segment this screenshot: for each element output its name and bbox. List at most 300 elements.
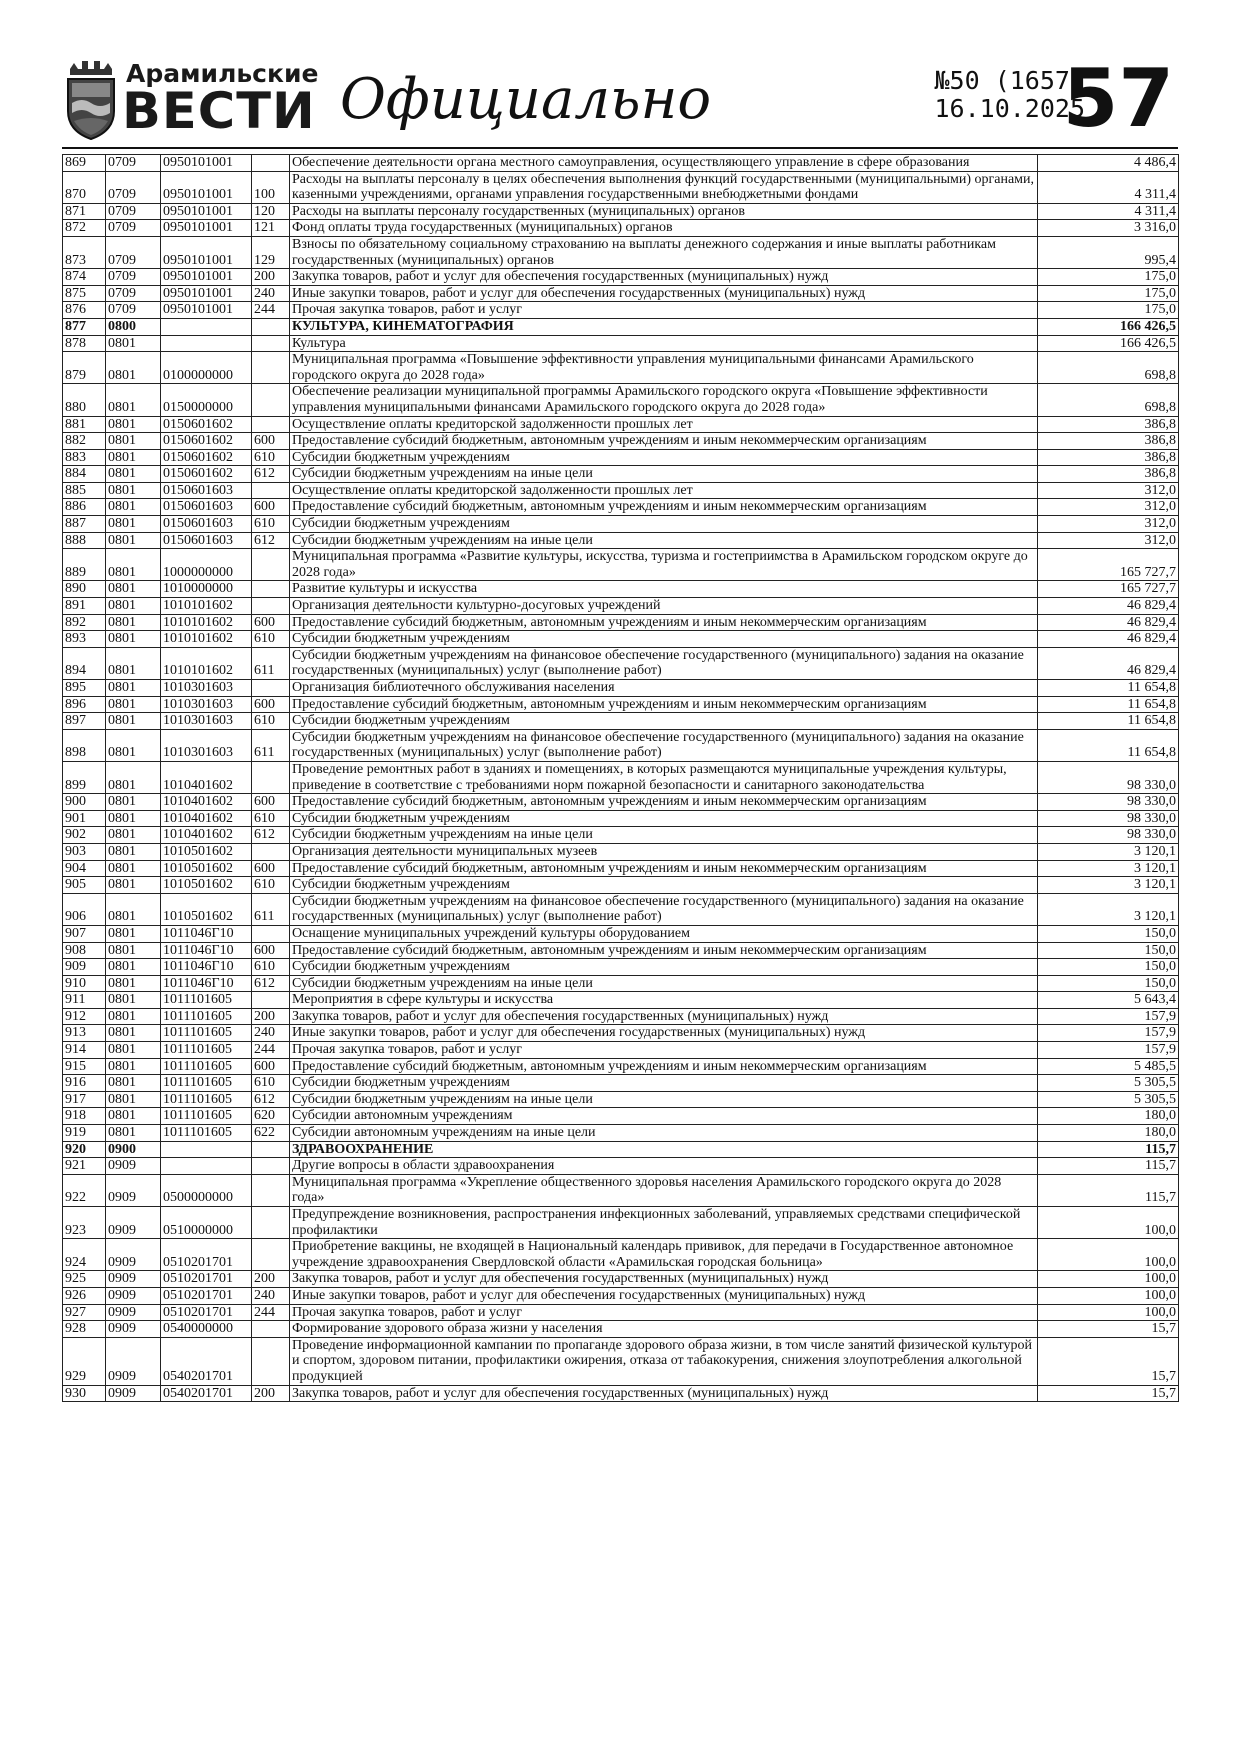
section-code: 0801 (106, 433, 161, 450)
row-number: 929 (63, 1337, 106, 1385)
row-number: 896 (63, 696, 106, 713)
expense-name: Предоставление субсидий бюджетным, автономным учреждениям и иным некоммерческим организациям (290, 614, 1038, 631)
table-row (63, 549, 1179, 581)
target-article-code: 0950101001 (161, 203, 252, 220)
expense-name: Субсидии бюджетным учреждениям (290, 449, 1038, 466)
target-article-code: 1010301603 (161, 680, 252, 697)
budget-table-wrapper (62, 154, 1178, 1402)
expense-name: Организация библиотечного обслуживания населения (290, 680, 1038, 697)
expense-type-code: 240 (252, 1287, 290, 1304)
amount: 150,0 (1038, 975, 1179, 992)
section-code: 0801 (106, 860, 161, 877)
table-row (63, 203, 1179, 220)
target-article-code: 0150000000 (161, 384, 252, 416)
expense-type-code (252, 155, 290, 172)
table-row (63, 1008, 1179, 1025)
expense-name: Субсидии бюджетным учреждениям (290, 810, 1038, 827)
section-code: 0709 (106, 171, 161, 203)
expense-name: Проведение ремонтных работ в зданиях и помещениях, в которых размещаются муниципальные учреждения культуры, приведение в соответствие с требованиями норм пожарной безопасности и санитарного законодательства (290, 761, 1038, 793)
amount: 312,0 (1038, 516, 1179, 533)
target-article-code: 1010501602 (161, 893, 252, 925)
target-article-code (161, 335, 252, 352)
section-code: 0801 (106, 843, 161, 860)
target-article-code: 0510201701 (161, 1271, 252, 1288)
table-row (63, 1271, 1179, 1288)
expense-name: Предоставление субсидий бюджетным, автономным учреждениям и иным некоммерческим организациям (290, 433, 1038, 450)
expense-name: Иные закупки товаров, работ и услуг для обеспечения государственных (муниципальных) нужд (290, 1287, 1038, 1304)
target-article-code (161, 1141, 252, 1158)
expense-type-code (252, 1207, 290, 1239)
section-code: 0801 (106, 794, 161, 811)
target-article-code: 0950101001 (161, 269, 252, 286)
row-number: 928 (63, 1321, 106, 1338)
table-row (63, 352, 1179, 384)
expense-name: Субсидии бюджетным учреждениям на иные цели (290, 532, 1038, 549)
row-number: 886 (63, 499, 106, 516)
row-number: 875 (63, 285, 106, 302)
row-number: 895 (63, 680, 106, 697)
table-row (63, 1141, 1179, 1158)
section-code: 0801 (106, 1091, 161, 1108)
section-code: 0801 (106, 959, 161, 976)
expense-name: КУЛЬТУРА, КИНЕМАТОГРАФИЯ (290, 318, 1038, 335)
issue-date: 16.10.2025 (934, 94, 1085, 123)
expense-type-code: 200 (252, 1008, 290, 1025)
row-number: 927 (63, 1304, 106, 1321)
amount: 98 330,0 (1038, 827, 1179, 844)
expense-type-code: 244 (252, 1042, 290, 1059)
section-code: 0801 (106, 761, 161, 793)
amount: 15,7 (1038, 1337, 1179, 1385)
section-code: 0801 (106, 1125, 161, 1142)
row-number: 919 (63, 1125, 106, 1142)
brand-main: ВЕСТИ (122, 82, 316, 140)
table-row (63, 1042, 1179, 1059)
amount: 386,8 (1038, 449, 1179, 466)
expense-type-code (252, 1337, 290, 1385)
expense-type-code (252, 925, 290, 942)
expense-type-code (252, 1158, 290, 1175)
table-row (63, 302, 1179, 319)
target-article-code: 1011101605 (161, 1025, 252, 1042)
target-article-code: 0500000000 (161, 1174, 252, 1206)
table-row (63, 516, 1179, 533)
row-number: 897 (63, 713, 106, 730)
section-code: 0801 (106, 877, 161, 894)
amount: 180,0 (1038, 1125, 1179, 1142)
target-article-code: 1011101605 (161, 1091, 252, 1108)
section-code: 0909 (106, 1385, 161, 1402)
row-number: 915 (63, 1058, 106, 1075)
row-number: 884 (63, 466, 106, 483)
masthead (60, 52, 1180, 150)
expense-type-code: 600 (252, 794, 290, 811)
amount: 15,7 (1038, 1321, 1179, 1338)
target-article-code: 0950101001 (161, 155, 252, 172)
expense-type-code: 240 (252, 1025, 290, 1042)
page-number: 57 (1062, 52, 1174, 145)
section-code: 0709 (106, 220, 161, 237)
amount: 115,7 (1038, 1141, 1179, 1158)
amount: 698,8 (1038, 352, 1179, 384)
section-code: 0909 (106, 1304, 161, 1321)
section-code: 0801 (106, 581, 161, 598)
expense-type-code: 600 (252, 614, 290, 631)
amount: 100,0 (1038, 1207, 1179, 1239)
section-code: 0801 (106, 713, 161, 730)
amount: 165 727,7 (1038, 549, 1179, 581)
section-code: 0900 (106, 1141, 161, 1158)
amount: 4 311,4 (1038, 203, 1179, 220)
target-article-code: 1011101605 (161, 1058, 252, 1075)
expense-name: Иные закупки товаров, работ и услуг для обеспечения государственных (муниципальных) нужд (290, 1025, 1038, 1042)
expense-type-code: 600 (252, 499, 290, 516)
table-row (63, 285, 1179, 302)
expense-type-code: 244 (252, 1304, 290, 1321)
table-row (63, 893, 1179, 925)
table-row (63, 925, 1179, 942)
amount: 150,0 (1038, 942, 1179, 959)
section-code: 0709 (106, 236, 161, 268)
expense-name: Прочая закупка товаров, работ и услуг (290, 302, 1038, 319)
expense-name: Прочая закупка товаров, работ и услуг (290, 1042, 1038, 1059)
expense-type-code: 610 (252, 959, 290, 976)
table-row (63, 942, 1179, 959)
amount: 157,9 (1038, 1042, 1179, 1059)
row-number: 923 (63, 1207, 106, 1239)
expense-name: Муниципальная программа «Укрепление общественного здоровья населения Арамильского городского округа до 2028 года» (290, 1174, 1038, 1206)
row-number: 901 (63, 810, 106, 827)
table-row (63, 1321, 1179, 1338)
table-row (63, 1075, 1179, 1092)
target-article-code: 0540201701 (161, 1337, 252, 1385)
expense-type-code: 610 (252, 516, 290, 533)
row-number: 924 (63, 1239, 106, 1271)
expense-name: Предоставление субсидий бюджетным, автономным учреждениям и иным некоммерческим организациям (290, 794, 1038, 811)
expense-type-code (252, 992, 290, 1009)
section-code: 0801 (106, 1008, 161, 1025)
amount: 11 654,8 (1038, 680, 1179, 697)
target-article-code: 1011046Г10 (161, 942, 252, 959)
section-code: 0801 (106, 942, 161, 959)
row-number: 894 (63, 647, 106, 679)
table-row (63, 975, 1179, 992)
expense-name: Культура (290, 335, 1038, 352)
row-number: 906 (63, 893, 106, 925)
section-code: 0709 (106, 155, 161, 172)
table-row (63, 631, 1179, 648)
expense-name: Мероприятия в сфере культуры и искусства (290, 992, 1038, 1009)
expense-type-code: 600 (252, 860, 290, 877)
amount: 100,0 (1038, 1287, 1179, 1304)
target-article-code: 1010000000 (161, 581, 252, 598)
table-row (63, 729, 1179, 761)
target-article-code: 0510000000 (161, 1207, 252, 1239)
amount: 100,0 (1038, 1304, 1179, 1321)
expense-name: Прочая закупка товаров, работ и услуг (290, 1304, 1038, 1321)
expense-name: Обеспечение деятельности органа местного самоуправления, осуществляющего управление в сфере образования (290, 155, 1038, 172)
row-number: 916 (63, 1075, 106, 1092)
target-article-code: 0540201701 (161, 1385, 252, 1402)
expense-name: Субсидии бюджетным учреждениям (290, 631, 1038, 648)
table-row (63, 1287, 1179, 1304)
expense-name: Субсидии бюджетным учреждениям на иные цели (290, 827, 1038, 844)
table-row (63, 696, 1179, 713)
section-code: 0801 (106, 1108, 161, 1125)
expense-type-code: 612 (252, 975, 290, 992)
target-article-code: 1010301603 (161, 729, 252, 761)
expense-type-code: 200 (252, 1385, 290, 1402)
expense-name: Закупка товаров, работ и услуг для обеспечения государственных (муниципальных) нужд (290, 269, 1038, 286)
table-row (63, 1025, 1179, 1042)
section-code: 0801 (106, 893, 161, 925)
amount: 115,7 (1038, 1158, 1179, 1175)
expense-type-code: 610 (252, 810, 290, 827)
expense-type-code: 600 (252, 696, 290, 713)
amount: 386,8 (1038, 433, 1179, 450)
expense-name: Организация деятельности культурно-досуговых учреждений (290, 598, 1038, 615)
target-article-code: 1011101605 (161, 1108, 252, 1125)
amount: 312,0 (1038, 482, 1179, 499)
expense-type-code: 121 (252, 220, 290, 237)
section-code: 0709 (106, 302, 161, 319)
brand-top: Арамильские (126, 59, 319, 88)
table-row (63, 171, 1179, 203)
expense-type-code (252, 1141, 290, 1158)
expense-name: Субсидии бюджетным учреждениям (290, 1075, 1038, 1092)
expense-name: Взносы по обязательному социальному страхованию на выплаты денежного содержания и иные выплаты работникам государственных (муниципальных) органов (290, 236, 1038, 268)
row-number: 870 (63, 171, 106, 203)
amount: 175,0 (1038, 285, 1179, 302)
target-article-code: 0150601602 (161, 416, 252, 433)
table-row (63, 1125, 1179, 1142)
row-number: 913 (63, 1025, 106, 1042)
table-row (63, 713, 1179, 730)
expense-name: Субсидии бюджетным учреждениям (290, 516, 1038, 533)
section-code: 0801 (106, 384, 161, 416)
expense-type-code (252, 1321, 290, 1338)
section-code: 0909 (106, 1337, 161, 1385)
target-article-code: 1011101605 (161, 1008, 252, 1025)
expense-name: Субсидии бюджетным учреждениям на финансовое обеспечение государственного (муниципального) задания на оказание государственных (муниципальных) услуг (выполнение работ) (290, 647, 1038, 679)
expense-name: Закупка товаров, работ и услуг для обеспечения государственных (муниципальных) нужд (290, 1385, 1038, 1402)
amount: 4 311,4 (1038, 171, 1179, 203)
section-code: 0709 (106, 285, 161, 302)
row-number: 912 (63, 1008, 106, 1025)
expense-type-code (252, 680, 290, 697)
target-article-code: 0150601602 (161, 433, 252, 450)
amount: 312,0 (1038, 532, 1179, 549)
section-code: 0909 (106, 1239, 161, 1271)
row-number: 877 (63, 318, 106, 335)
target-article-code: 1010101602 (161, 614, 252, 631)
section-code: 0801 (106, 449, 161, 466)
row-number: 887 (63, 516, 106, 533)
table-row (63, 877, 1179, 894)
target-article-code: 1010101602 (161, 598, 252, 615)
table-row (63, 269, 1179, 286)
row-number: 909 (63, 959, 106, 976)
section-code: 0801 (106, 482, 161, 499)
target-article-code: 1011046Г10 (161, 925, 252, 942)
row-number: 930 (63, 1385, 106, 1402)
amount: 175,0 (1038, 269, 1179, 286)
section-code: 0801 (106, 614, 161, 631)
row-number: 900 (63, 794, 106, 811)
amount: 98 330,0 (1038, 810, 1179, 827)
expense-name: Субсидии бюджетным учреждениям (290, 713, 1038, 730)
row-number: 904 (63, 860, 106, 877)
expense-name: Приобретение вакцины, не входящей в Национальный календарь прививок, для передачи в Государственное автономное учреждение здравоохранения Свердловской области «Арамильская городская больница» (290, 1239, 1038, 1271)
issue-info (860, 67, 1085, 123)
row-number: 914 (63, 1042, 106, 1059)
expense-type-code: 610 (252, 449, 290, 466)
expense-type-code: 612 (252, 532, 290, 549)
target-article-code: 0150601603 (161, 499, 252, 516)
expense-name: Субсидии бюджетным учреждениям на иные цели (290, 975, 1038, 992)
expense-type-code (252, 761, 290, 793)
table-row (63, 1091, 1179, 1108)
section-code: 0801 (106, 925, 161, 942)
amount: 3 120,1 (1038, 893, 1179, 925)
expense-type-code: 100 (252, 171, 290, 203)
table-row (63, 1058, 1179, 1075)
table-row (63, 155, 1179, 172)
section-code: 0801 (106, 1025, 161, 1042)
section-code: 0801 (106, 416, 161, 433)
table-row (63, 810, 1179, 827)
target-article-code: 1010301603 (161, 696, 252, 713)
table-row (63, 236, 1179, 268)
amount: 46 829,4 (1038, 598, 1179, 615)
table-row (63, 680, 1179, 697)
amount: 46 829,4 (1038, 631, 1179, 648)
amount: 3 120,1 (1038, 860, 1179, 877)
row-number: 872 (63, 220, 106, 237)
section-code: 0801 (106, 598, 161, 615)
table-row (63, 416, 1179, 433)
section-code: 0801 (106, 1058, 161, 1075)
expense-name: Муниципальная программа «Развитие культуры, искусства, туризма и гостеприимства в Арамильском городском округе до 2028 года» (290, 549, 1038, 581)
target-article-code: 1010401602 (161, 810, 252, 827)
target-article-code: 1010501602 (161, 877, 252, 894)
header-divider (62, 147, 1178, 149)
target-article-code: 0510201701 (161, 1304, 252, 1321)
target-article-code: 0540000000 (161, 1321, 252, 1338)
amount: 5 305,5 (1038, 1091, 1179, 1108)
amount: 11 654,8 (1038, 713, 1179, 730)
row-number: 869 (63, 155, 106, 172)
table-row (63, 1207, 1179, 1239)
amount: 11 654,8 (1038, 696, 1179, 713)
expense-name: Предоставление субсидий бюджетным, автономным учреждениям и иным некоммерческим организациям (290, 1058, 1038, 1075)
table-row (63, 1158, 1179, 1175)
target-article-code: 1011101605 (161, 1075, 252, 1092)
target-article-code: 1011101605 (161, 992, 252, 1009)
expense-name: ЗДРАВООХРАНЕНИЕ (290, 1141, 1038, 1158)
target-article-code: 1010501602 (161, 860, 252, 877)
section-code: 0909 (106, 1174, 161, 1206)
row-number: 873 (63, 236, 106, 268)
expense-type-code: 610 (252, 631, 290, 648)
section-code: 0801 (106, 466, 161, 483)
expense-type-code (252, 416, 290, 433)
expense-name: Развитие культуры и искусства (290, 581, 1038, 598)
row-number: 878 (63, 335, 106, 352)
target-article-code: 0950101001 (161, 171, 252, 203)
budget-table-body (63, 155, 1179, 1402)
expense-name: Расходы на выплаты персоналу в целях обеспечения выполнения функций государственными (муниципальными) органами, казенными учреждениями, органами управления государственными внебюджетными фондами (290, 171, 1038, 203)
expense-type-code: 611 (252, 729, 290, 761)
section-code: 0801 (106, 729, 161, 761)
amount: 312,0 (1038, 499, 1179, 516)
expense-name: Субсидии автономным учреждениям (290, 1108, 1038, 1125)
row-number: 910 (63, 975, 106, 992)
table-row (63, 614, 1179, 631)
table-row (63, 598, 1179, 615)
target-article-code: 1010301603 (161, 713, 252, 730)
table-row (63, 1337, 1179, 1385)
amount: 175,0 (1038, 302, 1179, 319)
target-article-code: 0100000000 (161, 352, 252, 384)
coat-of-arms-icon (64, 59, 118, 141)
target-article-code (161, 1158, 252, 1175)
table-row (63, 647, 1179, 679)
row-number: 890 (63, 581, 106, 598)
table-row (63, 384, 1179, 416)
amount: 46 829,4 (1038, 614, 1179, 631)
expense-type-code (252, 318, 290, 335)
row-number: 888 (63, 532, 106, 549)
amount: 698,8 (1038, 384, 1179, 416)
target-article-code: 1000000000 (161, 549, 252, 581)
expense-type-code: 622 (252, 1125, 290, 1142)
amount: 3 120,1 (1038, 843, 1179, 860)
amount: 157,9 (1038, 1008, 1179, 1025)
section-code: 0909 (106, 1158, 161, 1175)
target-article-code: 1011101605 (161, 1042, 252, 1059)
amount: 100,0 (1038, 1239, 1179, 1271)
issue-number: №50 (1657) (934, 66, 1085, 95)
expense-name: Предоставление субсидий бюджетным, автономным учреждениям и иным некоммерческим организациям (290, 499, 1038, 516)
expense-name: Закупка товаров, работ и услуг для обеспечения государственных (муниципальных) нужд (290, 1008, 1038, 1025)
table-row (63, 433, 1179, 450)
row-number: 898 (63, 729, 106, 761)
expense-name: Предоставление субсидий бюджетным, автономным учреждениям и иным некоммерческим организациям (290, 696, 1038, 713)
section-code: 0801 (106, 992, 161, 1009)
expense-type-code: 610 (252, 713, 290, 730)
amount: 11 654,8 (1038, 729, 1179, 761)
expense-type-code: 200 (252, 269, 290, 286)
amount: 386,8 (1038, 466, 1179, 483)
row-number: 926 (63, 1287, 106, 1304)
table-row (63, 843, 1179, 860)
section-code: 0801 (106, 810, 161, 827)
expense-name: Организация деятельности муниципальных музеев (290, 843, 1038, 860)
amount: 15,7 (1038, 1385, 1179, 1402)
amount: 180,0 (1038, 1108, 1179, 1125)
row-number: 920 (63, 1141, 106, 1158)
table-row (63, 482, 1179, 499)
expense-name: Муниципальная программа «Повышение эффективности управления муниципальными финансами Арамильского городского округа до 2028 года» (290, 352, 1038, 384)
row-number: 883 (63, 449, 106, 466)
row-number: 885 (63, 482, 106, 499)
expense-name: Субсидии бюджетным учреждениям на финансовое обеспечение государственного (муниципального) задания на оказание государственных (муниципальных) услуг (выполнение работ) (290, 893, 1038, 925)
row-number: 879 (63, 352, 106, 384)
expense-type-code: 240 (252, 285, 290, 302)
row-number: 905 (63, 877, 106, 894)
expense-type-code: 611 (252, 893, 290, 925)
